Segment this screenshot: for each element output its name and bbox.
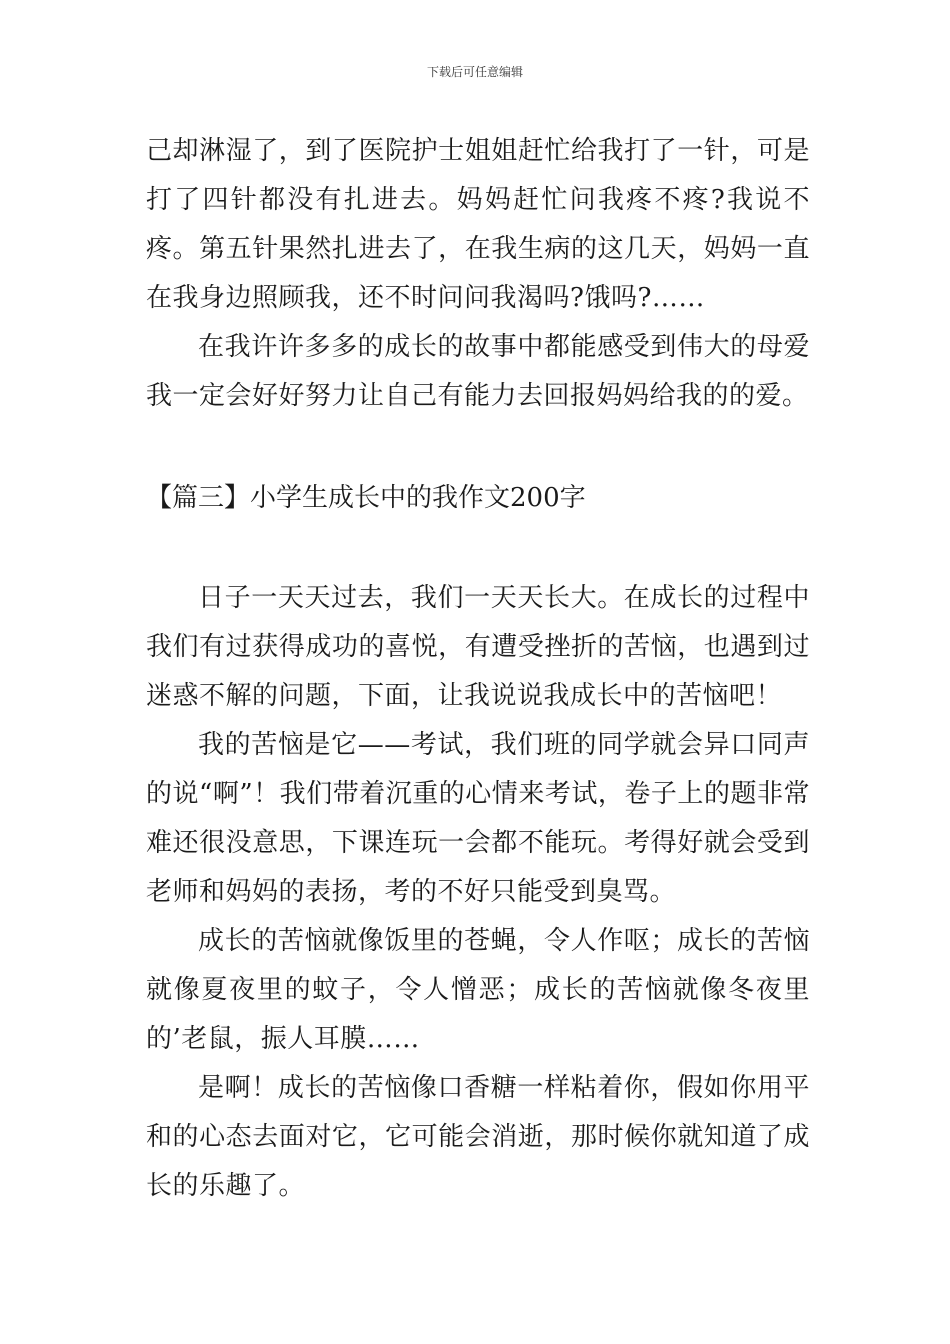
page-header: 下载后可任意编辑 xyxy=(426,65,523,79)
paragraph-continued: 己却淋湿了，到了医院护士姐姐赶忙给我打了一针，可是打了四针都没有扎进去。妈妈赶忙问我疼不疼?我说不疼。第五针果然扎进去了，在我生病的这几天，妈妈一直在我身边照顾我，还不时问问我渴吗?饿吗?…… xyxy=(146,136,810,313)
paragraph-metaphor: 成长的苦恼就像饭里的苍蝇，令人作呕；成长的苦恼就像夏夜里的蚊子，令人憎恶；成长的苦恼就像冬夜里的’老鼠，振人耳膜…… xyxy=(146,926,810,1054)
paragraph-intro: 日子一天天过去，我们一天天长大。在成长的过程中我们有过获得成功的喜悦，有遭受挫折的苦恼，也遇到过迷惑不解的问题，下面，让我说说我成长中的苦恼吧！ xyxy=(146,583,810,711)
paragraph-exam: 我的苦恼是它——考试，我们班的同学就会异口同声的说“啊”！我们带着沉重的心情来考试，卷子上的题非常难还很没意思，下课连玩一会都不能玩。考得好就会受到老师和妈妈的表扬，考的不好只能受到臭骂。 xyxy=(146,730,810,907)
paragraph-closing: 是啊！成长的苦恼像口香糖一样粘着你，假如你用平和的心态去面对它，它可能会消逝，那时候你就知道了成长的乐趣了。 xyxy=(146,1073,810,1201)
section-title: 【篇三】小学生成长中的我作文200字 xyxy=(146,483,586,513)
paragraph-conclusion: 在我许许多多的成长的故事中都能感受到伟大的母爱我一定会好好努力让自己有能力去回报妈妈给我的的爱。 xyxy=(146,332,810,411)
essay-body xyxy=(146,574,810,1211)
continued-essay xyxy=(146,127,810,421)
